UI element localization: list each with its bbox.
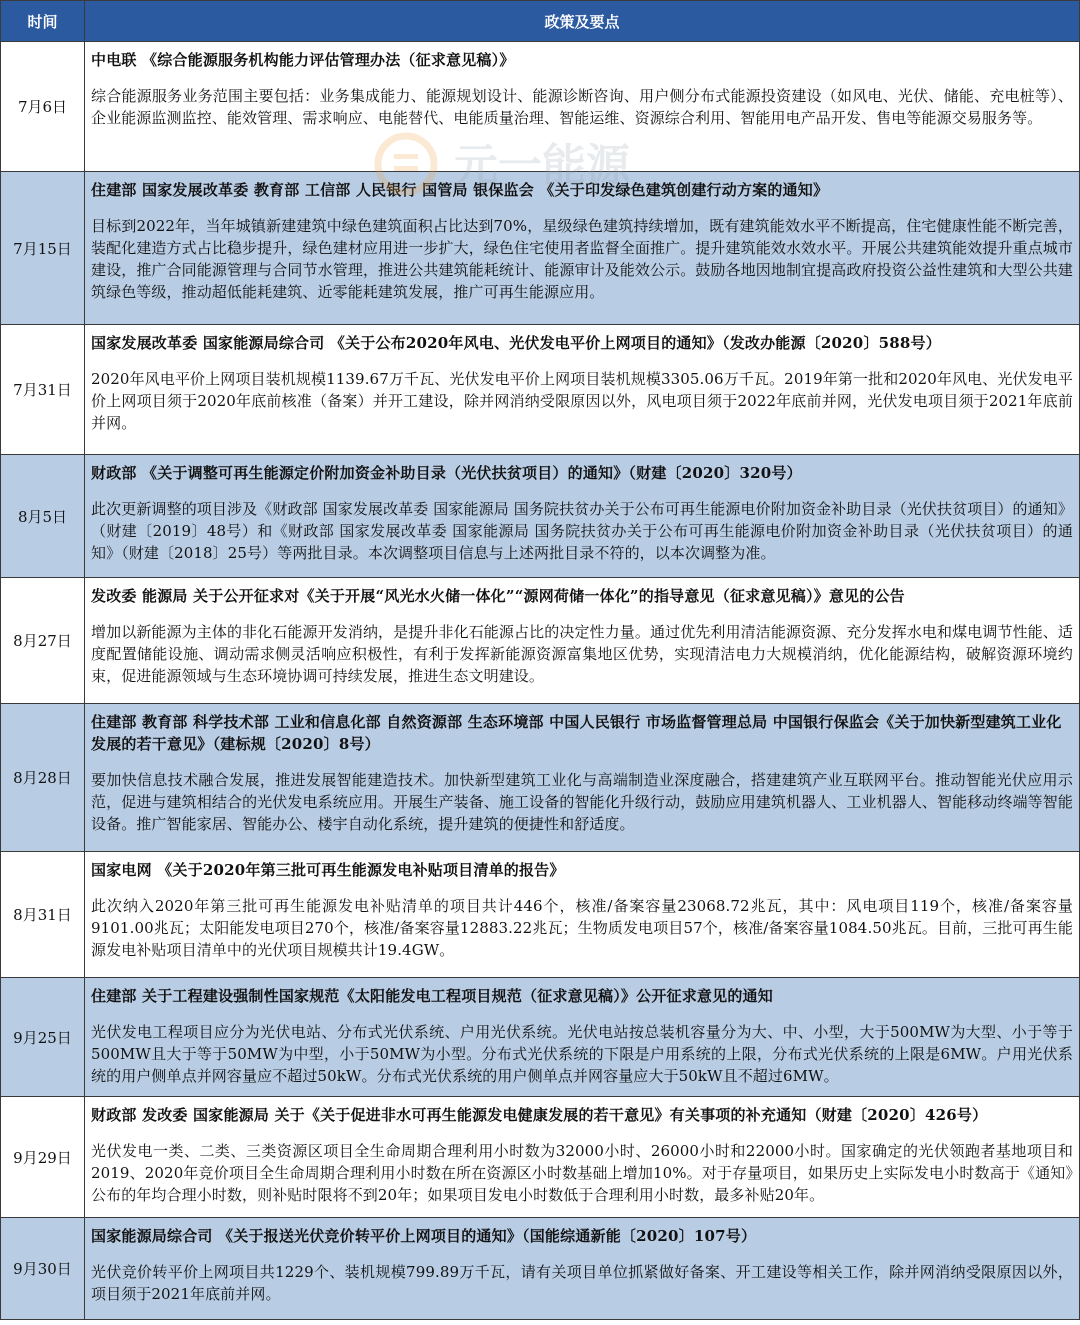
row-date: 8月27日 bbox=[1, 578, 85, 704]
policy-title: 住建部 关于工程建设强制性国家规范《太阳能发电工程项目规范（征求意见稿）》公开征求意见的通知 bbox=[91, 987, 773, 1005]
row-date: 8月28日 bbox=[1, 704, 85, 852]
policy-title: 中电联 《综合能源服务机构能力评估管理办法（征求意见稿）》 bbox=[91, 51, 515, 69]
table-row bbox=[1, 172, 1080, 325]
row-date: 9月30日 bbox=[1, 1218, 85, 1320]
row-date: 7月15日 bbox=[1, 172, 85, 325]
policy-column-header: 政策及要点 bbox=[85, 1, 1080, 42]
policy-summary: 此次纳入2020年第三批可再生能源发电补贴清单的项目共计446个，核准/备案容量23068.72兆瓦，其中：风电项目119个，核准/备案容量9101.00兆瓦；太阳能发电项目270个，核准/备案容量12883.22兆瓦；生物质发电项目57个，核准/备案容量1084.50兆瓦。目前，三批可再生能源发电补贴项目清单中的光伏项目规模共计19.4GW。 bbox=[91, 897, 1073, 959]
table-row bbox=[1, 978, 1080, 1097]
policy-title: 住建部 教育部 科学技术部 工业和信息化部 自然资源部 生态环境部 中国人民银行 市场监督管理总局 中国银行保监会《关于加快新型建筑工业化发展的若干意见》（建标规〔2020〕8号） bbox=[91, 713, 1062, 753]
policy-summary: 目标到2022年，当年城镇新建建筑中绿色建筑面积占比达到70%，星级绿色建筑持续增加，既有建筑能效水平不断提高，住宅健康性能不断完善，装配化建造方式占比稳步提升，绿色建材应用进一步扩大，绿色住宅使用者监督全面推广。提升建筑能效水效水平。开展公共建筑能效提升重点城市建设，推广合同能源管理与合同节水管理，推进公共建筑能耗统计、能源审计及能效公示。鼓励各地因地制宜提高政府投资公益性建筑和大型公共建筑绿色等级，推动超低能耗建筑、近零能耗建筑发展，推广可再生能源应用。 bbox=[91, 217, 1073, 301]
policy-title: 财政部 《关于调整可再生能源定价附加资金补助目录（光伏扶贫项目）的通知》（财建〔2020〕320号） bbox=[91, 464, 802, 482]
table-row bbox=[1, 1218, 1080, 1320]
row-date: 8月5日 bbox=[1, 455, 85, 578]
table-row bbox=[1, 42, 1080, 172]
row-content bbox=[85, 172, 1080, 325]
policy-summary: 光伏发电工程项目应分为光伏电站、分布式光伏系统、户用光伏系统。光伏电站按总装机容量分为大、中、小型，大于500MW为大型、小于等于500MW且大于等于50MW为中型，小于50MW为小型。分布式光伏系统的下限是户用系统的上限，分布式光伏系统的上限是6MW。户用光伏系统的用户侧单点并网容量应不超过50kW。分布式光伏系统的用户侧单点并网容量应大于50kW且不超过6MW。 bbox=[91, 1023, 1073, 1085]
policy-summary: 增加以新能源为主体的非化石能源开发消纳，是提升非化石能源占比的决定性力量。通过优先利用清洁能源资源、充分发挥水电和煤电调节性能、适度配置储能设施、调动需求侧灵活响应积极性，有利于发挥新能源资源富集地区优势，实现清洁电力大规模消纳，优化能源结构，破解资源环境约束，促进能源领域与生态环境协调可持续发展，推进生态文明建设。 bbox=[91, 623, 1073, 685]
policy-summary: 此次更新调整的项目涉及《财政部 国家发展改革委 国家能源局 国务院扶贫办关于公布可再生能源电价附加资金补助目录（光伏扶贫项目）的通知》（财建〔2019〕48号）和《财政部 国家发展改革委 国家能源局 国务院扶贫办关于公布可再生能源电价附加资金补助目录（光伏扶贫项目）的通知》（财建〔2018〕25号）等两批目录。本次调整项目信息与上述两批目录不符的，以本次调整为准。 bbox=[91, 500, 1073, 562]
table-row bbox=[1, 578, 1080, 704]
policy-summary: 光伏竞价转平价上网项目共1229个、装机规模799.89万千瓦，请有关项目单位抓紧做好备案、开工建设等相关工作，除并网消纳受限原因以外，项目须于2021年底前并网。 bbox=[91, 1263, 1073, 1303]
row-date: 9月25日 bbox=[1, 978, 85, 1097]
table-header-row bbox=[1, 1, 1080, 42]
row-content bbox=[85, 852, 1080, 978]
policy-summary: 综合能源服务业务范围主要包括：业务集成能力、能源规划设计、能源诊断咨询、用户侧分布式能源投资建设（如风电、光伏、储能、充电桩等）、企业能源监测监控、能效管理、需求响应、电能替代、电能质量治理、智能运维、资源综合利用、智能用电产品开发、售电等能源交易服务等。 bbox=[91, 87, 1073, 127]
policy-summary: 2020年风电平价上网项目装机规模1139.67万千瓦、光伏发电平价上网项目装机规模3305.06万千瓦。2019年第一批和2020年风电、光伏发电平价上网项目须于2020年底前核准（备案）并开工建设，除并网消纳受限原因以外，风电项目须于2022年底前并网，光伏发电项目须于2021年底前并网。 bbox=[91, 370, 1073, 432]
row-content bbox=[85, 1097, 1080, 1218]
table-row bbox=[1, 455, 1080, 578]
row-content bbox=[85, 578, 1080, 704]
row-content bbox=[85, 42, 1080, 172]
table-row bbox=[1, 852, 1080, 978]
policy-title: 国家发展改革委 国家能源局综合司 《关于公布2020年风电、光伏发电平价上网项目的通知》（发改办能源〔2020〕588号） bbox=[91, 334, 941, 352]
table-row bbox=[1, 325, 1080, 455]
policy-title: 发改委 能源局 关于公开征求对《关于开展“风光水火储一体化”“源网荷储一体化”的指导意见（征求意见稿）》意见的公告 bbox=[91, 587, 905, 605]
policy-title: 国家电网 《关于2020年第三批可再生能源发电补贴项目清单的报告》 bbox=[91, 861, 565, 879]
policy-summary: 光伏发电一类、二类、三类资源区项目全生命周期合理利用小时数为32000小时、26000小时和22000小时。国家确定的光伏领跑者基地项目和2019、2020年竞价项目全生命周期合理利用小时数在所在资源区小时数基础上增加10%。对于存量项目，如果历史上实际发电小时数高于《通知》公布的年均合理小时数，则补贴时限将不到20年；如果项目发电小时数低于合理利用小时数，最多补贴20年。 bbox=[91, 1142, 1073, 1204]
row-content bbox=[85, 978, 1080, 1097]
row-content bbox=[85, 455, 1080, 578]
policy-summary: 要加快信息技术融合发展，推进发展智能建造技术。加快新型建筑工业化与高端制造业深度融合，搭建建筑产业互联网平台。推动智能光伏应用示范，促进与建筑相结合的光伏发电系统应用。开展生产装备、施工设备的智能化升级行动，鼓励应用建筑机器人、工业机器人、智能移动终端等智能设备。推广智能家居、智能办公、楼宇自动化系统，提升建筑的便捷性和舒适度。 bbox=[91, 771, 1073, 833]
row-date: 9月29日 bbox=[1, 1097, 85, 1218]
policy-title: 住建部 国家发展改革委 教育部 工信部 人民银行 国管局 银保监会 《关于印发绿色建筑创建行动方案的通知》 bbox=[91, 181, 829, 199]
policy-title: 财政部 发改委 国家能源局 关于《关于促进非水可再生能源发电健康发展的若干意见》有关事项的补充通知（财建〔2020〕426号） bbox=[91, 1106, 988, 1124]
row-date: 7月31日 bbox=[1, 325, 85, 455]
row-content bbox=[85, 325, 1080, 455]
watermark-text: 元一能源 bbox=[454, 140, 630, 191]
row-content bbox=[85, 1218, 1080, 1320]
row-date: 8月31日 bbox=[1, 852, 85, 978]
table-row bbox=[1, 704, 1080, 852]
row-content bbox=[85, 704, 1080, 852]
policy-title: 国家能源局综合司 《关于报送光伏竞价转平价上网项目的通知》（国能综通新能〔2020〕107号） bbox=[91, 1227, 757, 1245]
row-date: 7月6日 bbox=[1, 42, 85, 172]
table-row bbox=[1, 1097, 1080, 1218]
date-column-header: 时间 bbox=[1, 1, 85, 42]
